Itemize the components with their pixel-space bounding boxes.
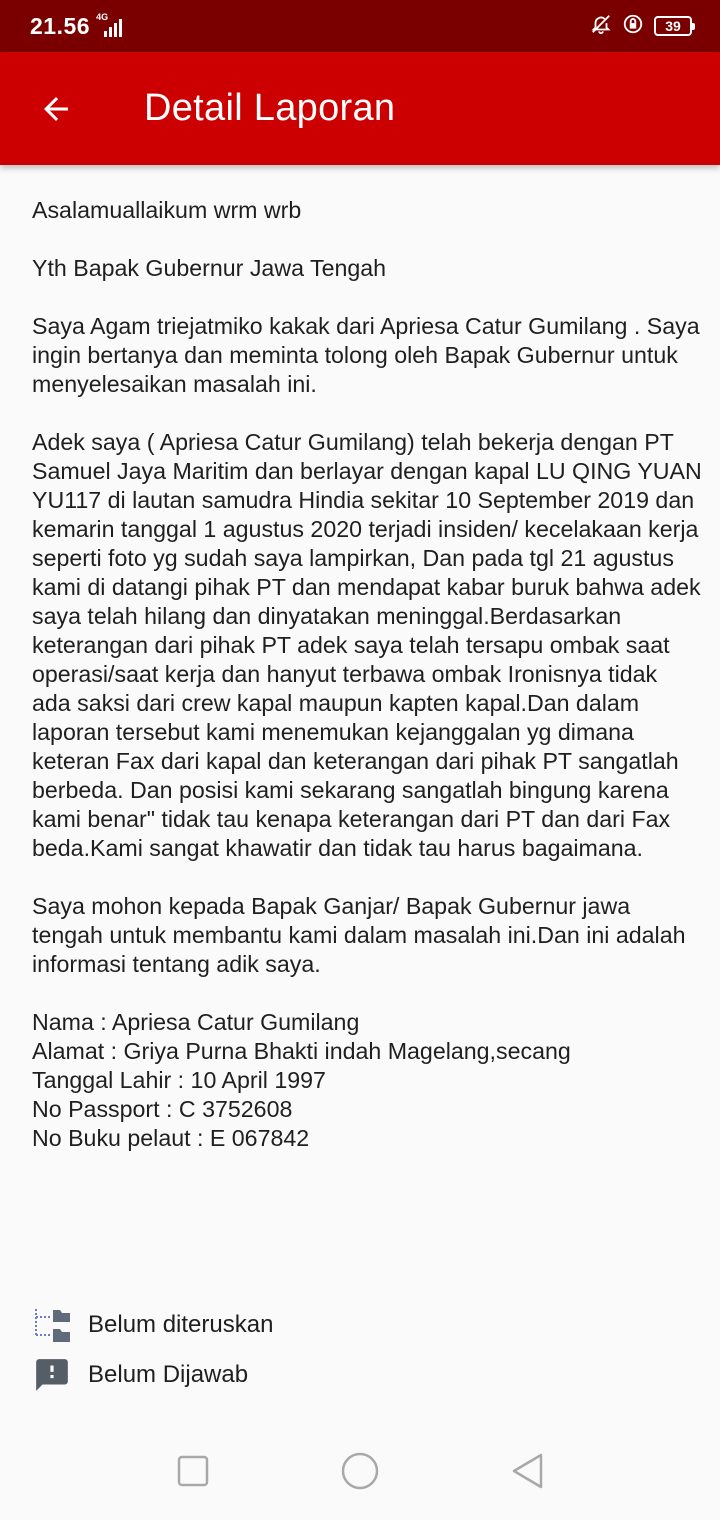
report-paragraph: Adek saya ( Apriesa Catur Gumilang) telah bekerja dengan PT Samuel Jaya Maritim dan berlayar dengan kapal LU QING YUAN YU117 di lautan samudra Hindia sekitar 10 September 2019 dan kemarin tanggal 1 agustus 2020 terjadi insiden/ kecelakaan kerja seperti foto yg sudah saya lampirkan, Dan pada tgl 21 agustus kami di datangi pihak PT dan mendapat kabar buruk bahwa adek saya telah hilang dan dinyatakan meninggal.Berdasarkan keterangan dari pihak PT adek saya telah tersapu ombak saat operasi/saat kerja dan hanyut terbawa ombak Ironisnya tidak ada saksi dari crew kapal maupun kapten kapal.Dan dalam laporan tersebut kami menemukan kejanggalan yg dimana keteran Fax dari kapal dan keterangan dari pihak PT sangatlah berbeda. Dan posisi kami sekarang sangatlah bingung karena kami benar" tidak tau kenapa keterangan dari PT dan dari Fax beda.Kami sangat khawatir dan tidak tau harus bagaimana. — [32, 429, 702, 861]
info-seaman-book: No Buku pelaut : E 067842 — [32, 1125, 310, 1151]
report-paragraph: Saya mohon kepada Bapak Ganjar/ Bapak Gubernur jawa tengah untuk membantu kami dalam masalah ini.Dan ini adalah informasi tentang adik saya. — [32, 893, 686, 977]
report-paragraph: Asalamuallaikum wrm wrb — [32, 197, 302, 223]
status-answer-label: Belum Dijawab — [88, 1361, 249, 1388]
recent-apps-button[interactable] — [163, 1441, 223, 1501]
info-address: Alamat : Griya Purna Bhakti indah Magelang,secang — [32, 1038, 571, 1064]
page-title: Detail Laporan — [144, 87, 396, 129]
status-answer — [32, 1350, 692, 1400]
report-paragraph: Saya Agam triejatmiko kakak dari Apriesa Catur Gumilang . Saya ingin bertanya dan meminta tolong oleh Bapak Gubernur untuk menyelesaikan masalah ini. — [32, 313, 700, 397]
system-back-button[interactable] — [497, 1441, 557, 1501]
status-time: 21.56 — [30, 12, 91, 39]
bell-off-icon — [590, 13, 612, 40]
report-content — [32, 196, 702, 1153]
circle-icon — [340, 1451, 380, 1491]
network-type: 4G — [96, 12, 109, 22]
feedback-alert-icon — [32, 1355, 72, 1395]
info-passport: No Passport : C 3752608 — [32, 1096, 293, 1122]
report-paragraph: Yth Bapak Gubernur Jawa Tengah — [32, 255, 387, 281]
status-forward-label: Belum diteruskan — [88, 1311, 274, 1338]
status-left — [30, 13, 130, 40]
home-button[interactable] — [330, 1441, 390, 1501]
info-birthdate: Tanggal Lahir : 10 April 1997 — [32, 1067, 326, 1093]
status-right — [590, 13, 692, 40]
report-status — [32, 1300, 692, 1400]
arrow-back-icon — [38, 91, 74, 127]
battery-level: 39 — [665, 18, 681, 34]
status-bar — [0, 0, 720, 52]
app-bar — [0, 52, 720, 165]
info-name: Nama : Apriesa Catur Gumilang — [32, 1009, 360, 1035]
triangle-back-icon — [509, 1452, 545, 1490]
back-button[interactable] — [26, 79, 86, 139]
status-forward — [32, 1300, 692, 1350]
navigation-bar — [0, 1422, 720, 1520]
rotation-lock-icon — [622, 13, 644, 40]
battery-icon — [654, 16, 692, 36]
signal-icon — [96, 12, 130, 37]
square-icon — [176, 1454, 210, 1488]
forward-tree-icon — [32, 1305, 72, 1345]
